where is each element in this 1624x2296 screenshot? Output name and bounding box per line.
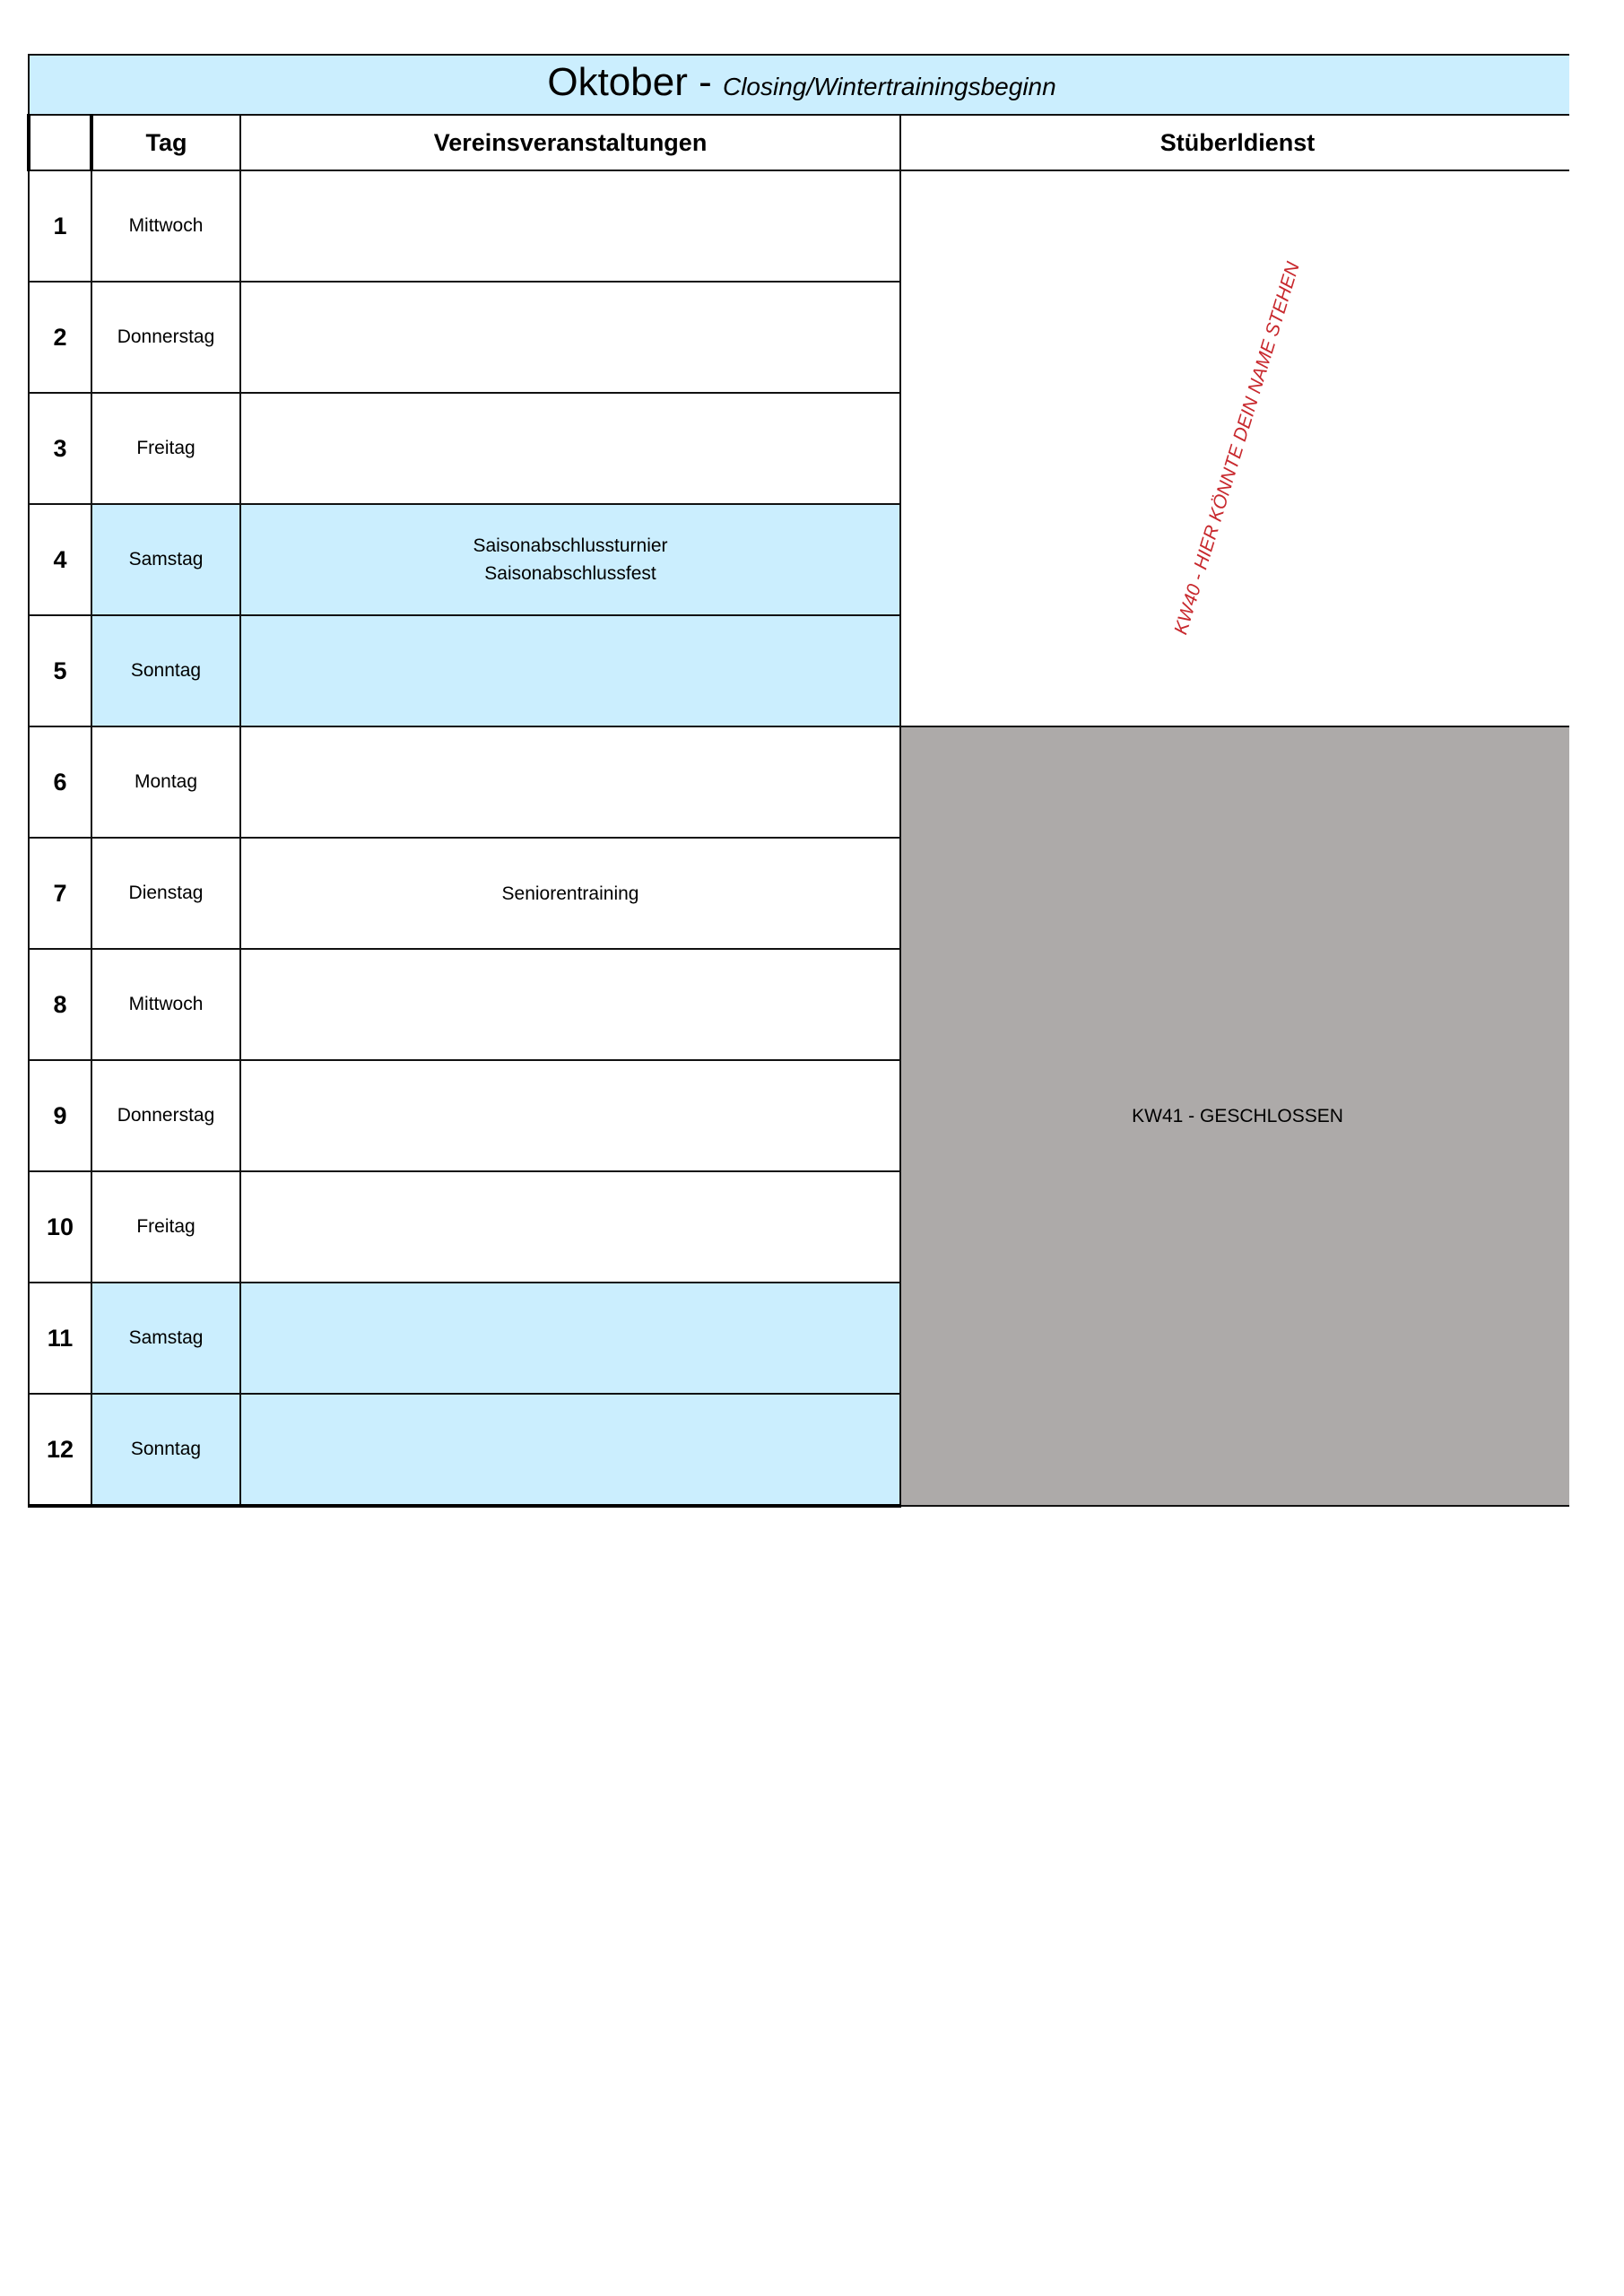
- day-name: Freitag: [91, 393, 240, 504]
- table-row: [29, 170, 1569, 282]
- day-name: Donnerstag: [91, 1060, 240, 1171]
- day-number: 3: [29, 393, 91, 504]
- event-cell: [240, 726, 900, 838]
- day-name: Sonntag: [91, 615, 240, 726]
- event-cell: [240, 1283, 900, 1394]
- day-number: 1: [29, 170, 91, 282]
- header-tag: Tag: [91, 115, 240, 170]
- day-number: 11: [29, 1283, 91, 1394]
- day-name: Samstag: [91, 504, 240, 615]
- header-events: Vereinsveranstaltungen: [240, 115, 900, 170]
- day-number: 10: [29, 1171, 91, 1283]
- event-cell: [240, 1171, 900, 1283]
- day-number: 5: [29, 615, 91, 726]
- event-cell: Seniorentraining: [240, 838, 900, 949]
- duty-cell-kw40: [900, 170, 1569, 726]
- event-cell: [240, 282, 900, 393]
- title-month: Oktober -: [547, 60, 712, 104]
- day-name: Dienstag: [91, 838, 240, 949]
- event-cell: [240, 170, 900, 282]
- duty-note-kw40: KW40 - HIER KÖNNTE DEIN NAME STEHEN: [1170, 259, 1304, 638]
- calendar-table: [27, 54, 1569, 1508]
- page-title: [29, 55, 1569, 115]
- day-name: Mittwoch: [91, 170, 240, 282]
- day-number: 4: [29, 504, 91, 615]
- event-cell: [240, 1394, 900, 1506]
- calendar-sheet: [27, 54, 1569, 1529]
- event-cell: [240, 615, 900, 726]
- duty-cell-kw41: KW41 - GESCHLOSSEN: [900, 726, 1569, 1506]
- header-row: [29, 115, 1569, 170]
- day-number: 8: [29, 949, 91, 1060]
- day-number: 9: [29, 1060, 91, 1171]
- day-number: 7: [29, 838, 91, 949]
- day-name: Mittwoch: [91, 949, 240, 1060]
- day-name: Montag: [91, 726, 240, 838]
- day-name: Samstag: [91, 1283, 240, 1394]
- day-name: Sonntag: [91, 1394, 240, 1506]
- event-cell: [240, 949, 900, 1060]
- header-duty: Stüberldienst: [900, 115, 1569, 170]
- event-cell: [240, 393, 900, 504]
- day-name: Donnerstag: [91, 282, 240, 393]
- day-number: 12: [29, 1394, 91, 1506]
- day-number: 6: [29, 726, 91, 838]
- table-row: [29, 726, 1569, 838]
- title-subtitle: Closing/Wintertrainingsbeginn: [722, 73, 1056, 100]
- event-cell: Saisonabschlussturnier Saisonabschlussfest: [240, 504, 900, 615]
- header-number: [29, 115, 91, 170]
- event-cell: [240, 1060, 900, 1171]
- title-row: [29, 55, 1569, 115]
- day-number: 2: [29, 282, 91, 393]
- day-name: Freitag: [91, 1171, 240, 1283]
